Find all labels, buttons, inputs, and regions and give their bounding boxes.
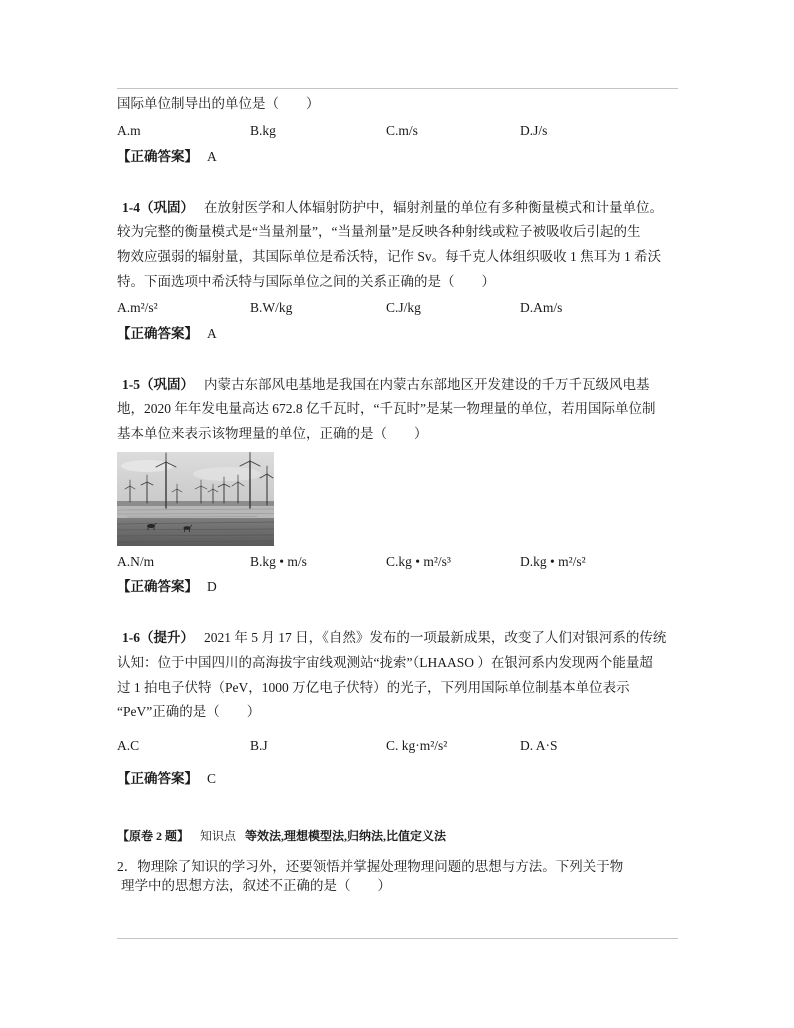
answer-label: 【正确答案】 [117,579,198,594]
knowledge-points: 等效法,理想模型法,归纳法,比值定义法 [245,829,447,843]
question-text: 内蒙古东部风电基地是我国在内蒙古东部地区开发建设的千万千瓦级风电基 [204,377,650,392]
option-b: B.W/kg [250,300,293,315]
option-c: C.kg • m²/s³ [386,554,451,569]
question-text: 2．物理除了知识的学习外，还要领悟并掌握处理物理问题的思想与方法。下列关于物 [117,859,624,874]
question-stem: 国际单位制导出的单位是（ ） [117,96,320,111]
question-text: 认知：位于中国四川的高海拔宇宙线观测站“拢索”（LHAASO ）在银河系内发现两个能量超 [117,655,653,670]
answer-value: D [207,579,217,594]
option-row [117,122,677,140]
option-a: A.m [117,123,141,138]
original-question-label: 【原卷 2 题】 [117,829,190,843]
question-text: 物效应强弱的辐射量，其国际单位是希沃特，记作 Sv。每千克人体组织吸收 1 焦耳为 1 希沃 [117,249,662,264]
option-c: C.m/s [386,123,418,138]
option-b: B.kg • m/s [250,554,307,569]
question-number: 1-4（巩固） [122,200,194,215]
wind-farm-photo [117,452,274,546]
question-1-5-line [117,376,650,394]
answer-label: 【正确答案】 [117,771,198,786]
option-b: B.J [250,738,268,753]
option-a: A.N/m [117,554,155,569]
answer-value: A [207,326,217,341]
question-text: 特。下面选项中希沃特与国际单位之间的关系正确的是（ ） [117,274,495,289]
answer-row [117,770,216,788]
option-b: B.kg [250,123,276,138]
option-d: D.Am/s [520,300,563,315]
option-a: A.m²/s² [117,300,158,315]
top-divider [117,88,678,89]
question-text: 地，2020 年年发电量高达 672.8 亿千瓦时，“千瓦时”是某一物理量的单位，若用国际单位制 [117,401,656,416]
cloud [193,467,261,481]
question-text: 理学中的思想方法，叙述不正确的是（ ） [121,878,391,893]
answer-label: 【正确答案】 [117,149,198,164]
option-d: D.J/s [520,123,548,138]
option-d: D. A·S [520,738,558,753]
option-row [117,299,677,317]
question-text: 较为完整的衡量模式是“当量剂量”，“当量剂量”是反映各种射线或粒子被吸收后引起的生 [117,224,641,239]
question-text: 过 1 拍电子伏特（PeV，1000 万亿电子伏特）的光子，下列用国际单位制基本单位表示 [117,680,630,695]
option-c: C.J/kg [386,300,421,315]
answer-row [117,148,217,166]
question-text: 基本单位来表示该物理量的单位，正确的是（ ） [117,426,428,441]
question-text: 2021 年 5 月 17 日，《自然》发布的一项最新成果，改变了人们对银河系的传统 [204,630,667,645]
question-text: “PeV”正确的是（ ） [117,704,261,719]
knowledge-label: 知识点 [200,829,237,843]
option-c: C. kg·m²/s² [386,738,448,753]
answer-value: C [207,771,217,786]
bottom-divider [117,938,678,939]
option-d: D.kg • m²/s² [520,554,586,569]
question-1-6-line [117,629,666,647]
answer-label: 【正确答案】 [117,326,198,341]
question-number: 1-5（巩固） [122,377,194,392]
option-row [117,553,677,571]
original-question-header [117,828,446,844]
answer-row [117,325,217,343]
cloud [121,460,173,472]
answer-row [117,578,217,596]
question-text: 在放射医学和人体辐射防护中，辐射剂量的单位有多种衡量模式和计量单位。 [204,200,663,215]
option-a: A.C [117,738,140,753]
answer-value: A [207,149,217,164]
question-1-4-line [117,199,663,217]
question-number: 1-6（提升） [122,630,194,645]
option-row [117,737,677,755]
